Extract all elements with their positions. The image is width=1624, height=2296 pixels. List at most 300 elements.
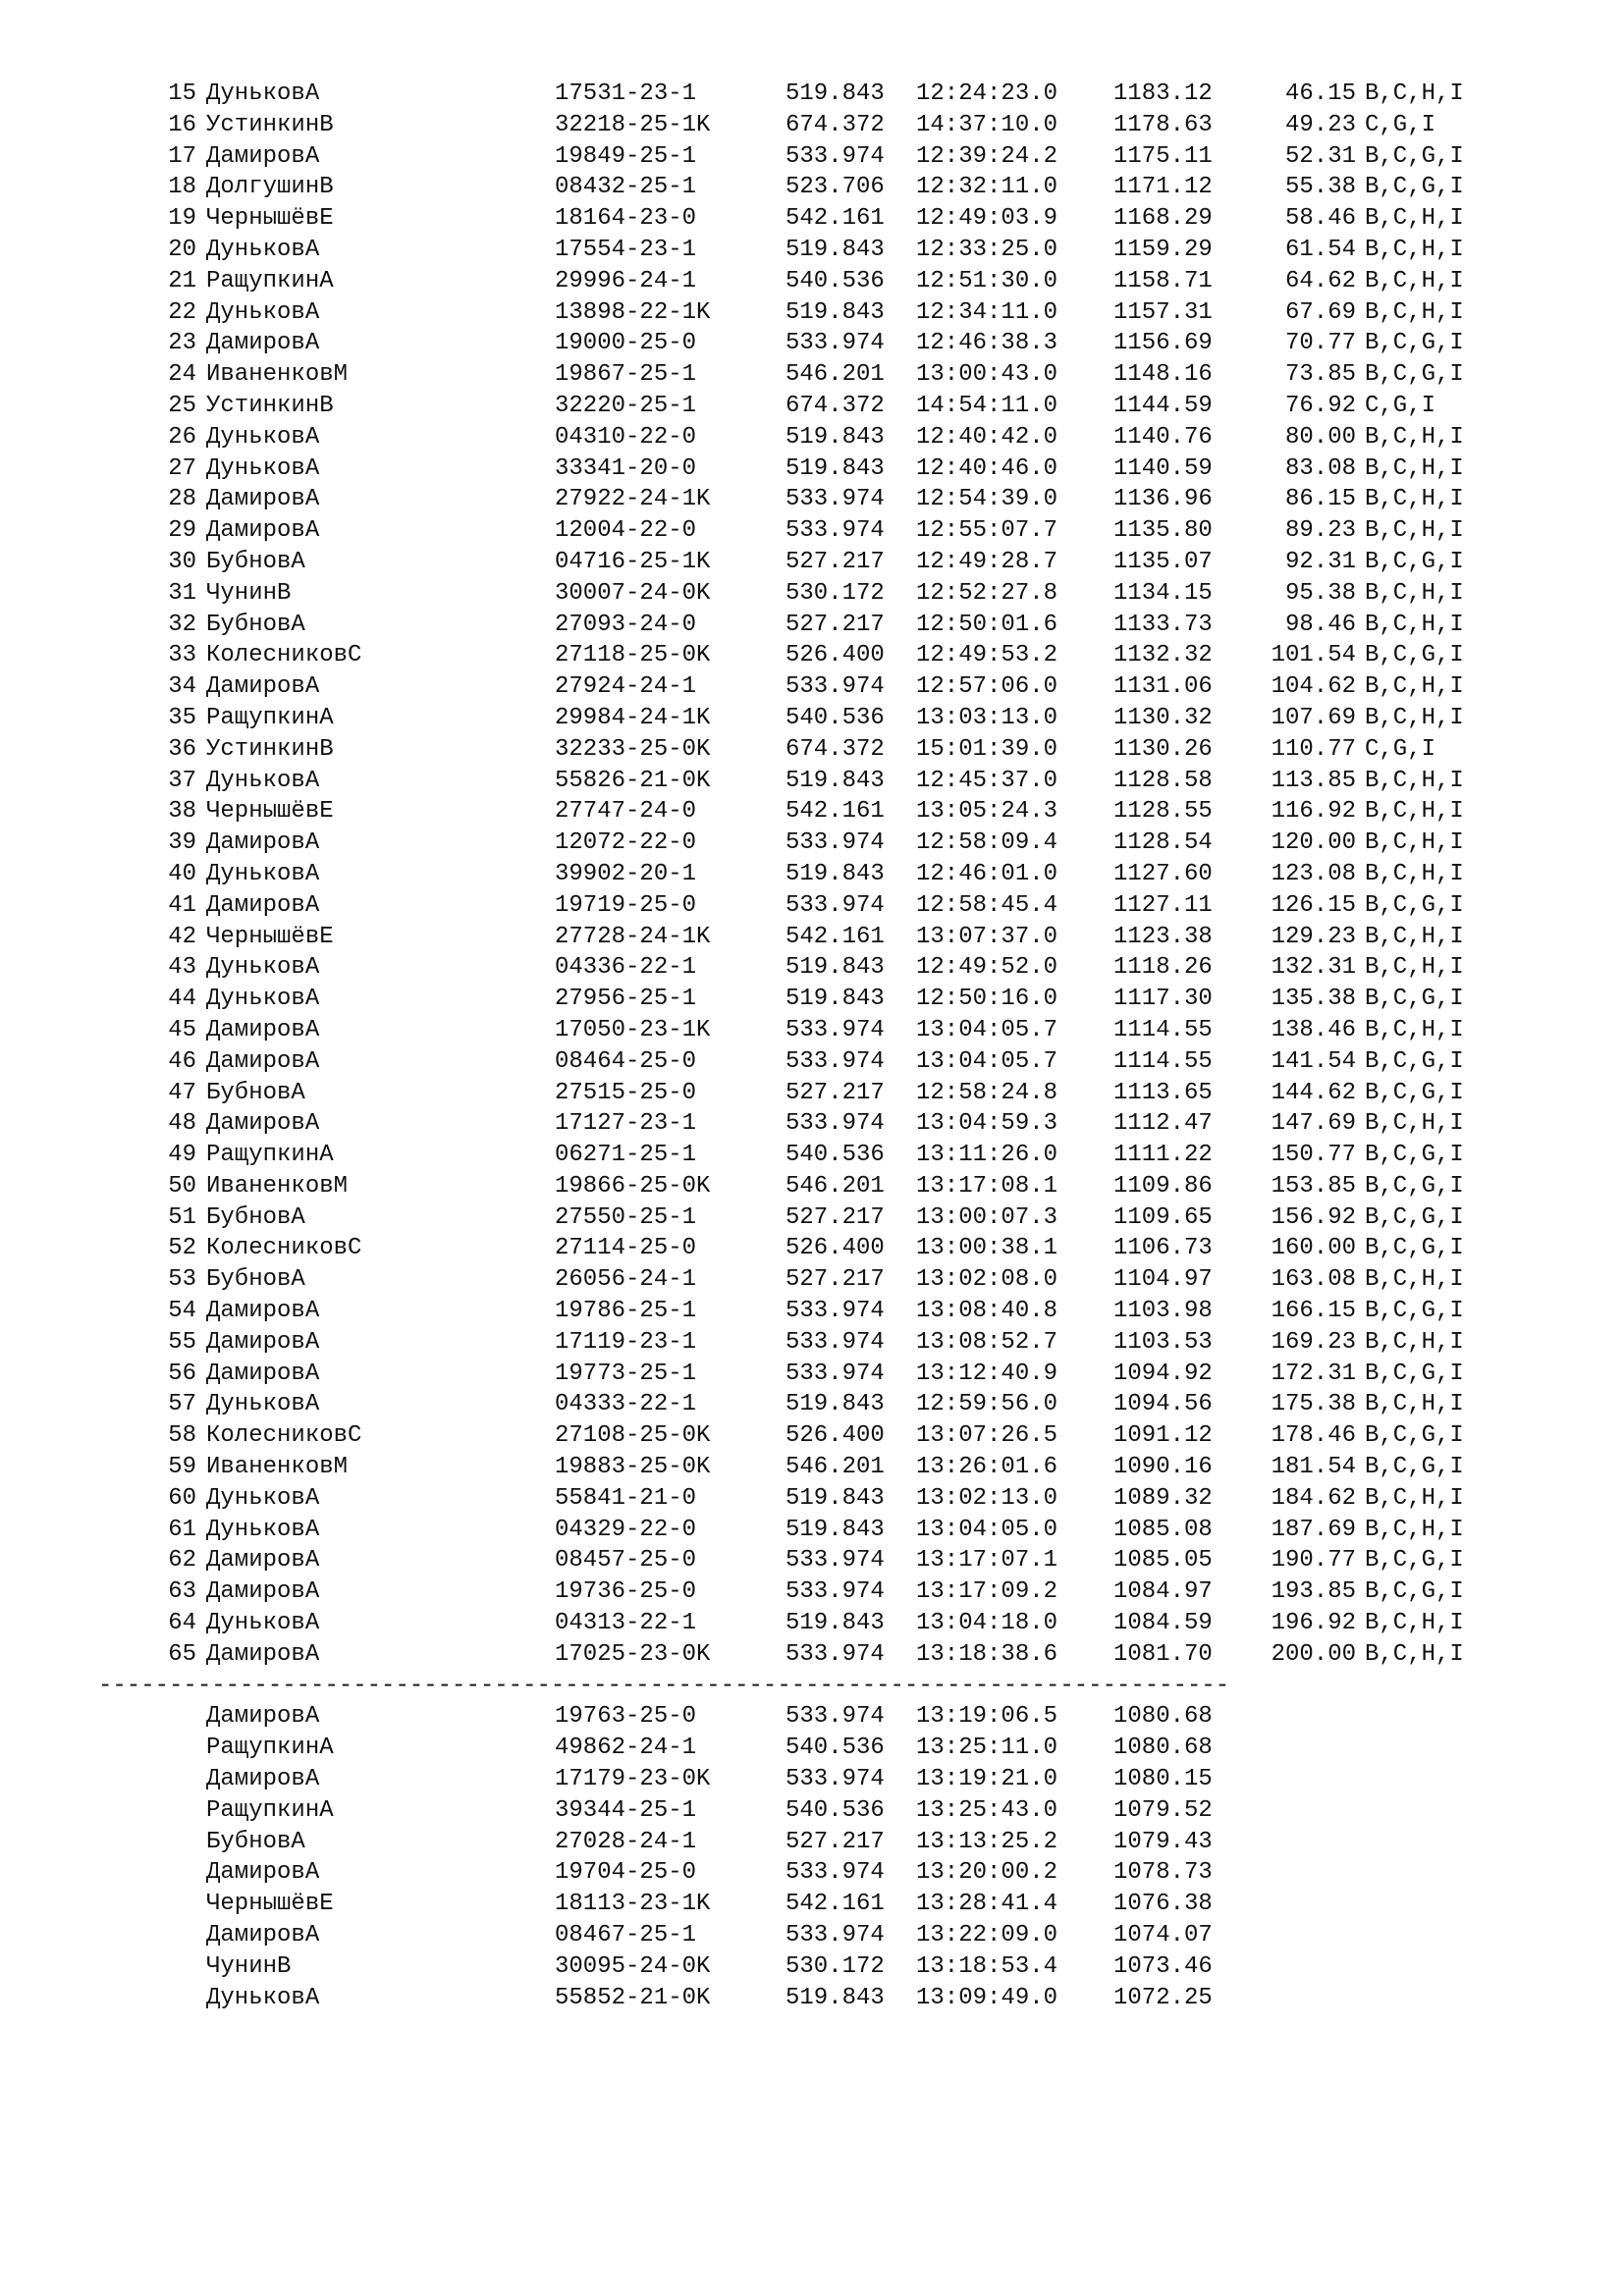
classes-cell: B,C,H,I — [1365, 1328, 1464, 1356]
distance-cell: 519.843 — [785, 767, 885, 794]
points-cell: 113.85 — [1271, 767, 1356, 794]
classes-cell: B,C,H,I — [1365, 1610, 1464, 1637]
points-cell: 193.85 — [1271, 1578, 1356, 1606]
speed-cell: 1135.07 — [1113, 548, 1213, 575]
speed-cell: 1134.15 — [1113, 579, 1213, 607]
fancier-name-cell: ДуньковА — [206, 986, 320, 1013]
race-number-cell: 19849-25-1 — [555, 142, 697, 170]
arrival-time-cell: 12:33:25.0 — [916, 236, 1058, 263]
distance-cell: 533.974 — [785, 1578, 885, 1606]
arrival-time-cell: 13:11:26.0 — [916, 1142, 1058, 1169]
arrival-time-cell: 13:03:13.0 — [916, 704, 1058, 731]
classes-cell: B,C,G,I — [1365, 1142, 1464, 1169]
race-number-cell: 04336-22-1 — [555, 954, 697, 982]
arrival-time-cell: 13:28:41.4 — [916, 1891, 1058, 1918]
points-cell: 200.00 — [1271, 1640, 1356, 1668]
speed-cell: 1073.46 — [1113, 1952, 1213, 1980]
rank-cell: 60 — [168, 1484, 196, 1512]
speed-cell: 1132.32 — [1113, 642, 1213, 669]
rank-cell: 26 — [168, 423, 196, 451]
rank-cell: 63 — [168, 1578, 196, 1606]
speed-cell: 1158.71 — [1113, 267, 1213, 294]
speed-cell: 1156.69 — [1113, 330, 1213, 357]
race-number-cell: 08467-25-1 — [555, 1922, 697, 1949]
fancier-name-cell: ДамировА — [206, 486, 320, 513]
race-number-cell: 19704-25-0 — [555, 1859, 697, 1887]
distance-cell: 527.217 — [785, 1079, 885, 1106]
arrival-time-cell: 13:19:21.0 — [916, 1766, 1058, 1793]
points-cell: 178.46 — [1271, 1422, 1356, 1450]
race-number-cell: 32233-25-0K — [555, 735, 711, 763]
classes-cell: B,C,H,I — [1365, 267, 1464, 294]
rank-cell: 49 — [168, 1142, 196, 1169]
speed-cell: 1114.55 — [1113, 1047, 1213, 1075]
points-cell: 120.00 — [1271, 829, 1356, 857]
fancier-name-cell: ДамировА — [206, 1047, 320, 1075]
arrival-time-cell: 12:58:09.4 — [916, 829, 1058, 857]
race-number-cell: 19763-25-0 — [555, 1703, 697, 1731]
classes-cell: B,C,H,I — [1365, 298, 1464, 326]
speed-cell: 1080.15 — [1113, 1766, 1213, 1793]
rank-cell: 27 — [168, 454, 196, 482]
points-cell: 135.38 — [1271, 986, 1356, 1013]
race-number-cell: 04310-22-0 — [555, 423, 697, 451]
speed-cell: 1084.59 — [1113, 1610, 1213, 1637]
rank-cell: 56 — [168, 1360, 196, 1387]
distance-cell: 519.843 — [785, 80, 885, 107]
classes-cell: B,C,H,I — [1365, 236, 1464, 263]
speed-cell: 1175.11 — [1113, 142, 1213, 170]
race-number-cell: 39902-20-1 — [555, 860, 697, 887]
points-cell: 95.38 — [1284, 579, 1356, 607]
distance-cell: 533.974 — [785, 1859, 885, 1887]
speed-cell: 1168.29 — [1113, 205, 1213, 233]
fancier-name-cell: ИваненковМ — [206, 1454, 349, 1481]
points-cell: 58.46 — [1284, 205, 1356, 233]
speed-cell: 1109.86 — [1113, 1172, 1213, 1200]
race-number-cell: 27093-24-0 — [555, 611, 697, 638]
classes-cell: B,C,H,I — [1365, 767, 1464, 794]
classes-cell: B,C,G,I — [1365, 1079, 1464, 1106]
fancier-name-cell: ДамировА — [206, 1703, 320, 1731]
distance-cell: 533.974 — [785, 1703, 885, 1731]
fancier-name-cell: ДамировА — [206, 1640, 320, 1668]
fancier-name-cell: ДамировА — [206, 1110, 320, 1138]
points-cell: 89.23 — [1284, 517, 1356, 545]
points-cell: 123.08 — [1271, 860, 1356, 887]
classes-cell: B,C,G,I — [1365, 1454, 1464, 1481]
fancier-name-cell: ДамировА — [206, 891, 320, 919]
rank-cell: 65 — [168, 1640, 196, 1668]
distance-cell: 540.536 — [785, 1142, 885, 1169]
arrival-time-cell: 13:17:08.1 — [916, 1172, 1058, 1200]
fancier-name-cell: РащупкинА — [206, 1142, 334, 1169]
fancier-name-cell: УстинкинВ — [206, 392, 334, 419]
arrival-time-cell: 12:54:39.0 — [916, 486, 1058, 513]
race-number-cell: 12072-22-0 — [555, 829, 697, 857]
classes-cell: B,C,H,I — [1365, 1516, 1464, 1543]
points-cell: 160.00 — [1271, 1235, 1356, 1262]
speed-cell: 1085.08 — [1113, 1516, 1213, 1543]
speed-cell: 1079.52 — [1113, 1796, 1213, 1824]
rank-cell: 53 — [168, 1266, 196, 1294]
rank-cell: 15 — [168, 80, 196, 107]
classes-cell: B,C,G,I — [1365, 1235, 1464, 1262]
fancier-name-cell: ДамировА — [206, 330, 320, 357]
classes-cell: C,G,I — [1365, 735, 1436, 763]
fancier-name-cell: ЧернышёвЕ — [206, 798, 334, 826]
points-cell: 147.69 — [1271, 1110, 1356, 1138]
points-cell: 144.62 — [1271, 1079, 1356, 1106]
arrival-time-cell: 13:04:59.3 — [916, 1110, 1058, 1138]
race-number-cell: 17025-23-0K — [555, 1640, 711, 1668]
classes-cell: B,C,H,I — [1365, 1110, 1464, 1138]
classes-cell: B,C,H,I — [1365, 704, 1464, 731]
points-cell: 181.54 — [1271, 1454, 1356, 1481]
distance-cell: 527.217 — [785, 1828, 885, 1855]
arrival-time-cell: 12:58:45.4 — [916, 891, 1058, 919]
rank-cell: 34 — [168, 673, 196, 701]
race-number-cell: 13898-22-1K — [555, 298, 711, 326]
speed-cell: 1103.53 — [1113, 1328, 1213, 1356]
speed-cell: 1140.76 — [1113, 423, 1213, 451]
arrival-time-cell: 14:37:10.0 — [916, 111, 1058, 138]
distance-cell: 546.201 — [785, 1172, 885, 1200]
arrival-time-cell: 13:17:07.1 — [916, 1547, 1058, 1575]
classes-cell: B,C,G,I — [1365, 361, 1464, 389]
classes-cell: C,G,I — [1365, 392, 1436, 419]
distance-cell: 523.706 — [785, 174, 885, 201]
classes-cell: B,C,H,I — [1365, 205, 1464, 233]
classes-cell: B,C,H,I — [1365, 1484, 1464, 1512]
race-number-cell: 30007-24-0K — [555, 579, 711, 607]
distance-cell: 519.843 — [785, 954, 885, 982]
arrival-time-cell: 13:00:38.1 — [916, 1235, 1058, 1262]
distance-cell: 527.217 — [785, 1203, 885, 1231]
race-number-cell: 39344-25-1 — [555, 1796, 697, 1824]
rank-cell: 61 — [168, 1516, 196, 1543]
arrival-time-cell: 13:07:26.5 — [916, 1422, 1058, 1450]
race-number-cell: 32220-25-1 — [555, 392, 697, 419]
speed-cell: 1135.80 — [1113, 517, 1213, 545]
points-cell: 187.69 — [1271, 1516, 1356, 1543]
points-cell: 190.77 — [1271, 1547, 1356, 1575]
fancier-name-cell: ДамировА — [206, 1016, 320, 1043]
arrival-time-cell: 13:25:43.0 — [916, 1796, 1058, 1824]
fancier-name-cell: ДуньковА — [206, 1516, 320, 1543]
fancier-name-cell: РащупкинА — [206, 1735, 334, 1762]
points-cell: 172.31 — [1271, 1360, 1356, 1387]
speed-cell: 1072.25 — [1113, 1984, 1213, 2011]
arrival-time-cell: 12:52:27.8 — [916, 579, 1058, 607]
distance-cell: 527.217 — [785, 611, 885, 638]
points-cell: 67.69 — [1284, 298, 1356, 326]
speed-cell: 1183.12 — [1113, 80, 1213, 107]
distance-cell: 533.974 — [785, 891, 885, 919]
classes-cell: C,G,I — [1365, 111, 1436, 138]
distance-cell: 540.536 — [785, 1735, 885, 1762]
fancier-name-cell: ДуньковА — [206, 1610, 320, 1637]
rank-cell: 39 — [168, 829, 196, 857]
rank-cell: 20 — [168, 236, 196, 263]
rank-cell: 23 — [168, 330, 196, 357]
arrival-time-cell: 13:22:09.0 — [916, 1922, 1058, 1949]
points-cell: 80.00 — [1284, 423, 1356, 451]
race-number-cell: 18164-23-0 — [555, 205, 697, 233]
fancier-name-cell: ДамировА — [206, 1360, 320, 1387]
speed-cell: 1117.30 — [1113, 986, 1213, 1013]
points-cell: 169.23 — [1271, 1328, 1356, 1356]
race-number-cell: 33341-20-0 — [555, 454, 697, 482]
race-number-cell: 17050-23-1K — [555, 1016, 711, 1043]
distance-cell: 542.161 — [785, 205, 885, 233]
speed-cell: 1140.59 — [1113, 454, 1213, 482]
points-cell: 126.15 — [1271, 891, 1356, 919]
fancier-name-cell: ДуньковА — [206, 767, 320, 794]
rank-cell: 48 — [168, 1110, 196, 1138]
fancier-name-cell: ДамировА — [206, 1766, 320, 1793]
arrival-time-cell: 15:01:39.0 — [916, 735, 1058, 763]
fancier-name-cell: ДуньковА — [206, 1391, 320, 1418]
distance-cell: 527.217 — [785, 1266, 885, 1294]
speed-cell: 1118.26 — [1113, 954, 1213, 982]
distance-cell: 533.974 — [785, 330, 885, 357]
race-number-cell: 27924-24-1 — [555, 673, 697, 701]
classes-cell: B,C,H,I — [1365, 423, 1464, 451]
fancier-name-cell: ДамировА — [206, 673, 320, 701]
classes-cell: B,C,G,I — [1365, 986, 1464, 1013]
rank-cell: 37 — [168, 767, 196, 794]
distance-cell: 533.974 — [785, 142, 885, 170]
points-cell: 86.15 — [1284, 486, 1356, 513]
points-cell: 141.54 — [1271, 1047, 1356, 1075]
points-cell: 64.62 — [1284, 267, 1356, 294]
points-cell: 104.62 — [1271, 673, 1356, 701]
distance-cell: 533.974 — [785, 1640, 885, 1668]
arrival-time-cell: 12:50:16.0 — [916, 986, 1058, 1013]
distance-cell: 540.536 — [785, 267, 885, 294]
fancier-name-cell: БубновА — [206, 1828, 305, 1855]
points-cell: 163.08 — [1271, 1266, 1356, 1294]
race-number-cell: 49862-24-1 — [555, 1735, 697, 1762]
points-cell: 70.77 — [1284, 330, 1356, 357]
race-number-cell: 27728-24-1K — [555, 923, 711, 950]
points-cell: 132.31 — [1271, 954, 1356, 982]
classes-cell: B,C,H,I — [1365, 954, 1464, 982]
arrival-time-cell: 13:07:37.0 — [916, 923, 1058, 950]
speed-cell: 1103.98 — [1113, 1298, 1213, 1325]
distance-cell: 533.974 — [785, 829, 885, 857]
distance-cell: 674.372 — [785, 735, 885, 763]
race-number-cell: 55841-21-0 — [555, 1484, 697, 1512]
points-cell: 156.92 — [1271, 1203, 1356, 1231]
rank-cell: 50 — [168, 1172, 196, 1200]
arrival-time-cell: 14:54:11.0 — [916, 392, 1058, 419]
distance-cell: 540.536 — [785, 1796, 885, 1824]
distance-cell: 533.974 — [785, 1016, 885, 1043]
rank-cell: 43 — [168, 954, 196, 982]
classes-cell: B,C,H,I — [1365, 673, 1464, 701]
arrival-time-cell: 13:18:38.6 — [916, 1640, 1058, 1668]
fancier-name-cell: УстинкинВ — [206, 735, 334, 763]
fancier-name-cell: ДуньковА — [206, 954, 320, 982]
distance-cell: 527.217 — [785, 548, 885, 575]
points-cell: 83.08 — [1284, 454, 1356, 482]
distance-cell: 540.536 — [785, 704, 885, 731]
race-number-cell: 55852-21-0K — [555, 1984, 711, 2011]
classes-cell: B,C,G,I — [1365, 891, 1464, 919]
classes-cell: B,C,H,I — [1365, 517, 1464, 545]
fancier-name-cell: ИваненковМ — [206, 1172, 349, 1200]
rank-cell: 32 — [168, 611, 196, 638]
speed-cell: 1178.63 — [1113, 111, 1213, 138]
points-cell: 129.23 — [1271, 923, 1356, 950]
fancier-name-cell: ДамировА — [206, 1578, 320, 1606]
fancier-name-cell: ЧунинВ — [206, 579, 292, 607]
points-cell: 107.69 — [1271, 704, 1356, 731]
race-number-cell: 30095-24-0K — [555, 1952, 711, 1980]
arrival-time-cell: 12:49:03.9 — [916, 205, 1058, 233]
arrival-time-cell: 13:26:01.6 — [916, 1454, 1058, 1481]
speed-cell: 1084.97 — [1113, 1578, 1213, 1606]
classes-cell: B,C,H,I — [1365, 923, 1464, 950]
arrival-time-cell: 13:05:24.3 — [916, 798, 1058, 826]
distance-cell: 519.843 — [785, 298, 885, 326]
speed-cell: 1114.55 — [1113, 1016, 1213, 1043]
fancier-name-cell: ДуньковА — [206, 1984, 320, 2011]
distance-cell: 519.843 — [785, 860, 885, 887]
arrival-time-cell: 12:40:46.0 — [916, 454, 1058, 482]
distance-cell: 519.843 — [785, 1610, 885, 1637]
arrival-time-cell: 12:46:38.3 — [916, 330, 1058, 357]
distance-cell: 542.161 — [785, 1891, 885, 1918]
distance-cell: 533.974 — [785, 1547, 885, 1575]
arrival-time-cell: 12:58:24.8 — [916, 1079, 1058, 1106]
speed-cell: 1133.73 — [1113, 611, 1213, 638]
fancier-name-cell: ДамировА — [206, 1328, 320, 1356]
rank-cell: 16 — [168, 111, 196, 138]
speed-cell: 1094.56 — [1113, 1391, 1213, 1418]
speed-cell: 1104.97 — [1113, 1266, 1213, 1294]
race-number-cell: 08432-25-1 — [555, 174, 697, 201]
classes-cell: B,C,H,I — [1365, 860, 1464, 887]
race-number-cell: 27118-25-0K — [555, 642, 711, 669]
speed-cell: 1076.38 — [1113, 1891, 1213, 1918]
rank-cell: 57 — [168, 1391, 196, 1418]
distance-cell: 533.974 — [785, 517, 885, 545]
arrival-time-cell: 13:18:53.4 — [916, 1952, 1058, 1980]
classes-cell: B,C,H,I — [1365, 579, 1464, 607]
fancier-name-cell: ДамировА — [206, 829, 320, 857]
fancier-name-cell: ЧернышёвЕ — [206, 1891, 334, 1918]
race-number-cell: 26056-24-1 — [555, 1266, 697, 1294]
arrival-time-cell: 12:57:06.0 — [916, 673, 1058, 701]
fancier-name-cell: ДолгушинВ — [206, 174, 334, 201]
rank-cell: 51 — [168, 1203, 196, 1231]
arrival-time-cell: 13:00:07.3 — [916, 1203, 1058, 1231]
arrival-time-cell: 12:45:37.0 — [916, 767, 1058, 794]
rank-cell: 28 — [168, 486, 196, 513]
points-cell: 61.54 — [1284, 236, 1356, 263]
arrival-time-cell: 13:17:09.2 — [916, 1578, 1058, 1606]
classes-cell: B,C,H,I — [1365, 1640, 1464, 1668]
classes-cell: B,C,G,I — [1365, 142, 1464, 170]
arrival-time-cell: 12:24:23.0 — [916, 80, 1058, 107]
speed-cell: 1080.68 — [1113, 1703, 1213, 1731]
arrival-time-cell: 13:08:40.8 — [916, 1298, 1058, 1325]
rank-cell: 31 — [168, 579, 196, 607]
classes-cell: B,C,H,I — [1365, 1391, 1464, 1418]
arrival-time-cell: 13:13:25.2 — [916, 1828, 1058, 1855]
race-number-cell: 04313-22-1 — [555, 1610, 697, 1637]
rank-cell: 17 — [168, 142, 196, 170]
arrival-time-cell: 13:20:00.2 — [916, 1859, 1058, 1887]
rank-cell: 47 — [168, 1079, 196, 1106]
arrival-time-cell: 13:02:13.0 — [916, 1484, 1058, 1512]
points-cell: 101.54 — [1271, 642, 1356, 669]
classes-cell: B,C,G,I — [1365, 1422, 1464, 1450]
fancier-name-cell: БубновА — [206, 611, 305, 638]
arrival-time-cell: 13:04:05.7 — [916, 1047, 1058, 1075]
fancier-name-cell: УстинкинВ — [206, 111, 334, 138]
speed-cell: 1159.29 — [1113, 236, 1213, 263]
distance-cell: 542.161 — [785, 923, 885, 950]
classes-cell: B,C,G,I — [1365, 1298, 1464, 1325]
arrival-time-cell: 13:04:05.0 — [916, 1516, 1058, 1543]
fancier-name-cell: ДуньковА — [206, 1484, 320, 1512]
rank-cell: 59 — [168, 1454, 196, 1481]
distance-cell: 533.974 — [785, 1110, 885, 1138]
rank-cell: 55 — [168, 1328, 196, 1356]
distance-cell: 519.843 — [785, 1984, 885, 2011]
race-number-cell: 18113-23-1K — [555, 1891, 711, 1918]
arrival-time-cell: 13:12:40.9 — [916, 1360, 1058, 1387]
arrival-time-cell: 13:00:43.0 — [916, 361, 1058, 389]
speed-cell: 1080.68 — [1113, 1735, 1213, 1762]
arrival-time-cell: 13:02:08.0 — [916, 1266, 1058, 1294]
distance-cell: 519.843 — [785, 236, 885, 263]
race-number-cell: 04329-22-0 — [555, 1516, 697, 1543]
points-cell: 76.92 — [1284, 392, 1356, 419]
fancier-name-cell: БубновА — [206, 548, 305, 575]
speed-cell: 1078.73 — [1113, 1859, 1213, 1887]
race-number-cell: 19786-25-1 — [555, 1298, 697, 1325]
rank-cell: 18 — [168, 174, 196, 201]
rank-cell: 54 — [168, 1298, 196, 1325]
fancier-name-cell: ДамировА — [206, 517, 320, 545]
race-number-cell: 19773-25-1 — [555, 1360, 697, 1387]
speed-cell: 1123.38 — [1113, 923, 1213, 950]
distance-cell: 674.372 — [785, 392, 885, 419]
fancier-name-cell: ДуньковА — [206, 423, 320, 451]
points-cell: 98.46 — [1284, 611, 1356, 638]
race-number-cell: 19867-25-1 — [555, 361, 697, 389]
speed-cell: 1131.06 — [1113, 673, 1213, 701]
points-cell: 92.31 — [1284, 548, 1356, 575]
classes-cell: B,C,G,I — [1365, 548, 1464, 575]
race-number-cell: 27747-24-0 — [555, 798, 697, 826]
arrival-time-cell: 12:34:11.0 — [916, 298, 1058, 326]
distance-cell: 542.161 — [785, 798, 885, 826]
arrival-time-cell: 12:55:07.7 — [916, 517, 1058, 545]
fancier-name-cell: ДуньковА — [206, 454, 320, 482]
fancier-name-cell: ЧунинВ — [206, 1952, 292, 1980]
classes-cell: B,C,H,I — [1365, 829, 1464, 857]
fancier-name-cell: БубновА — [206, 1079, 305, 1106]
divider-line: -------------------------------------------------------------------------------- — [98, 1672, 1230, 1699]
race-number-cell: 17127-23-1 — [555, 1110, 697, 1138]
rank-cell: 29 — [168, 517, 196, 545]
